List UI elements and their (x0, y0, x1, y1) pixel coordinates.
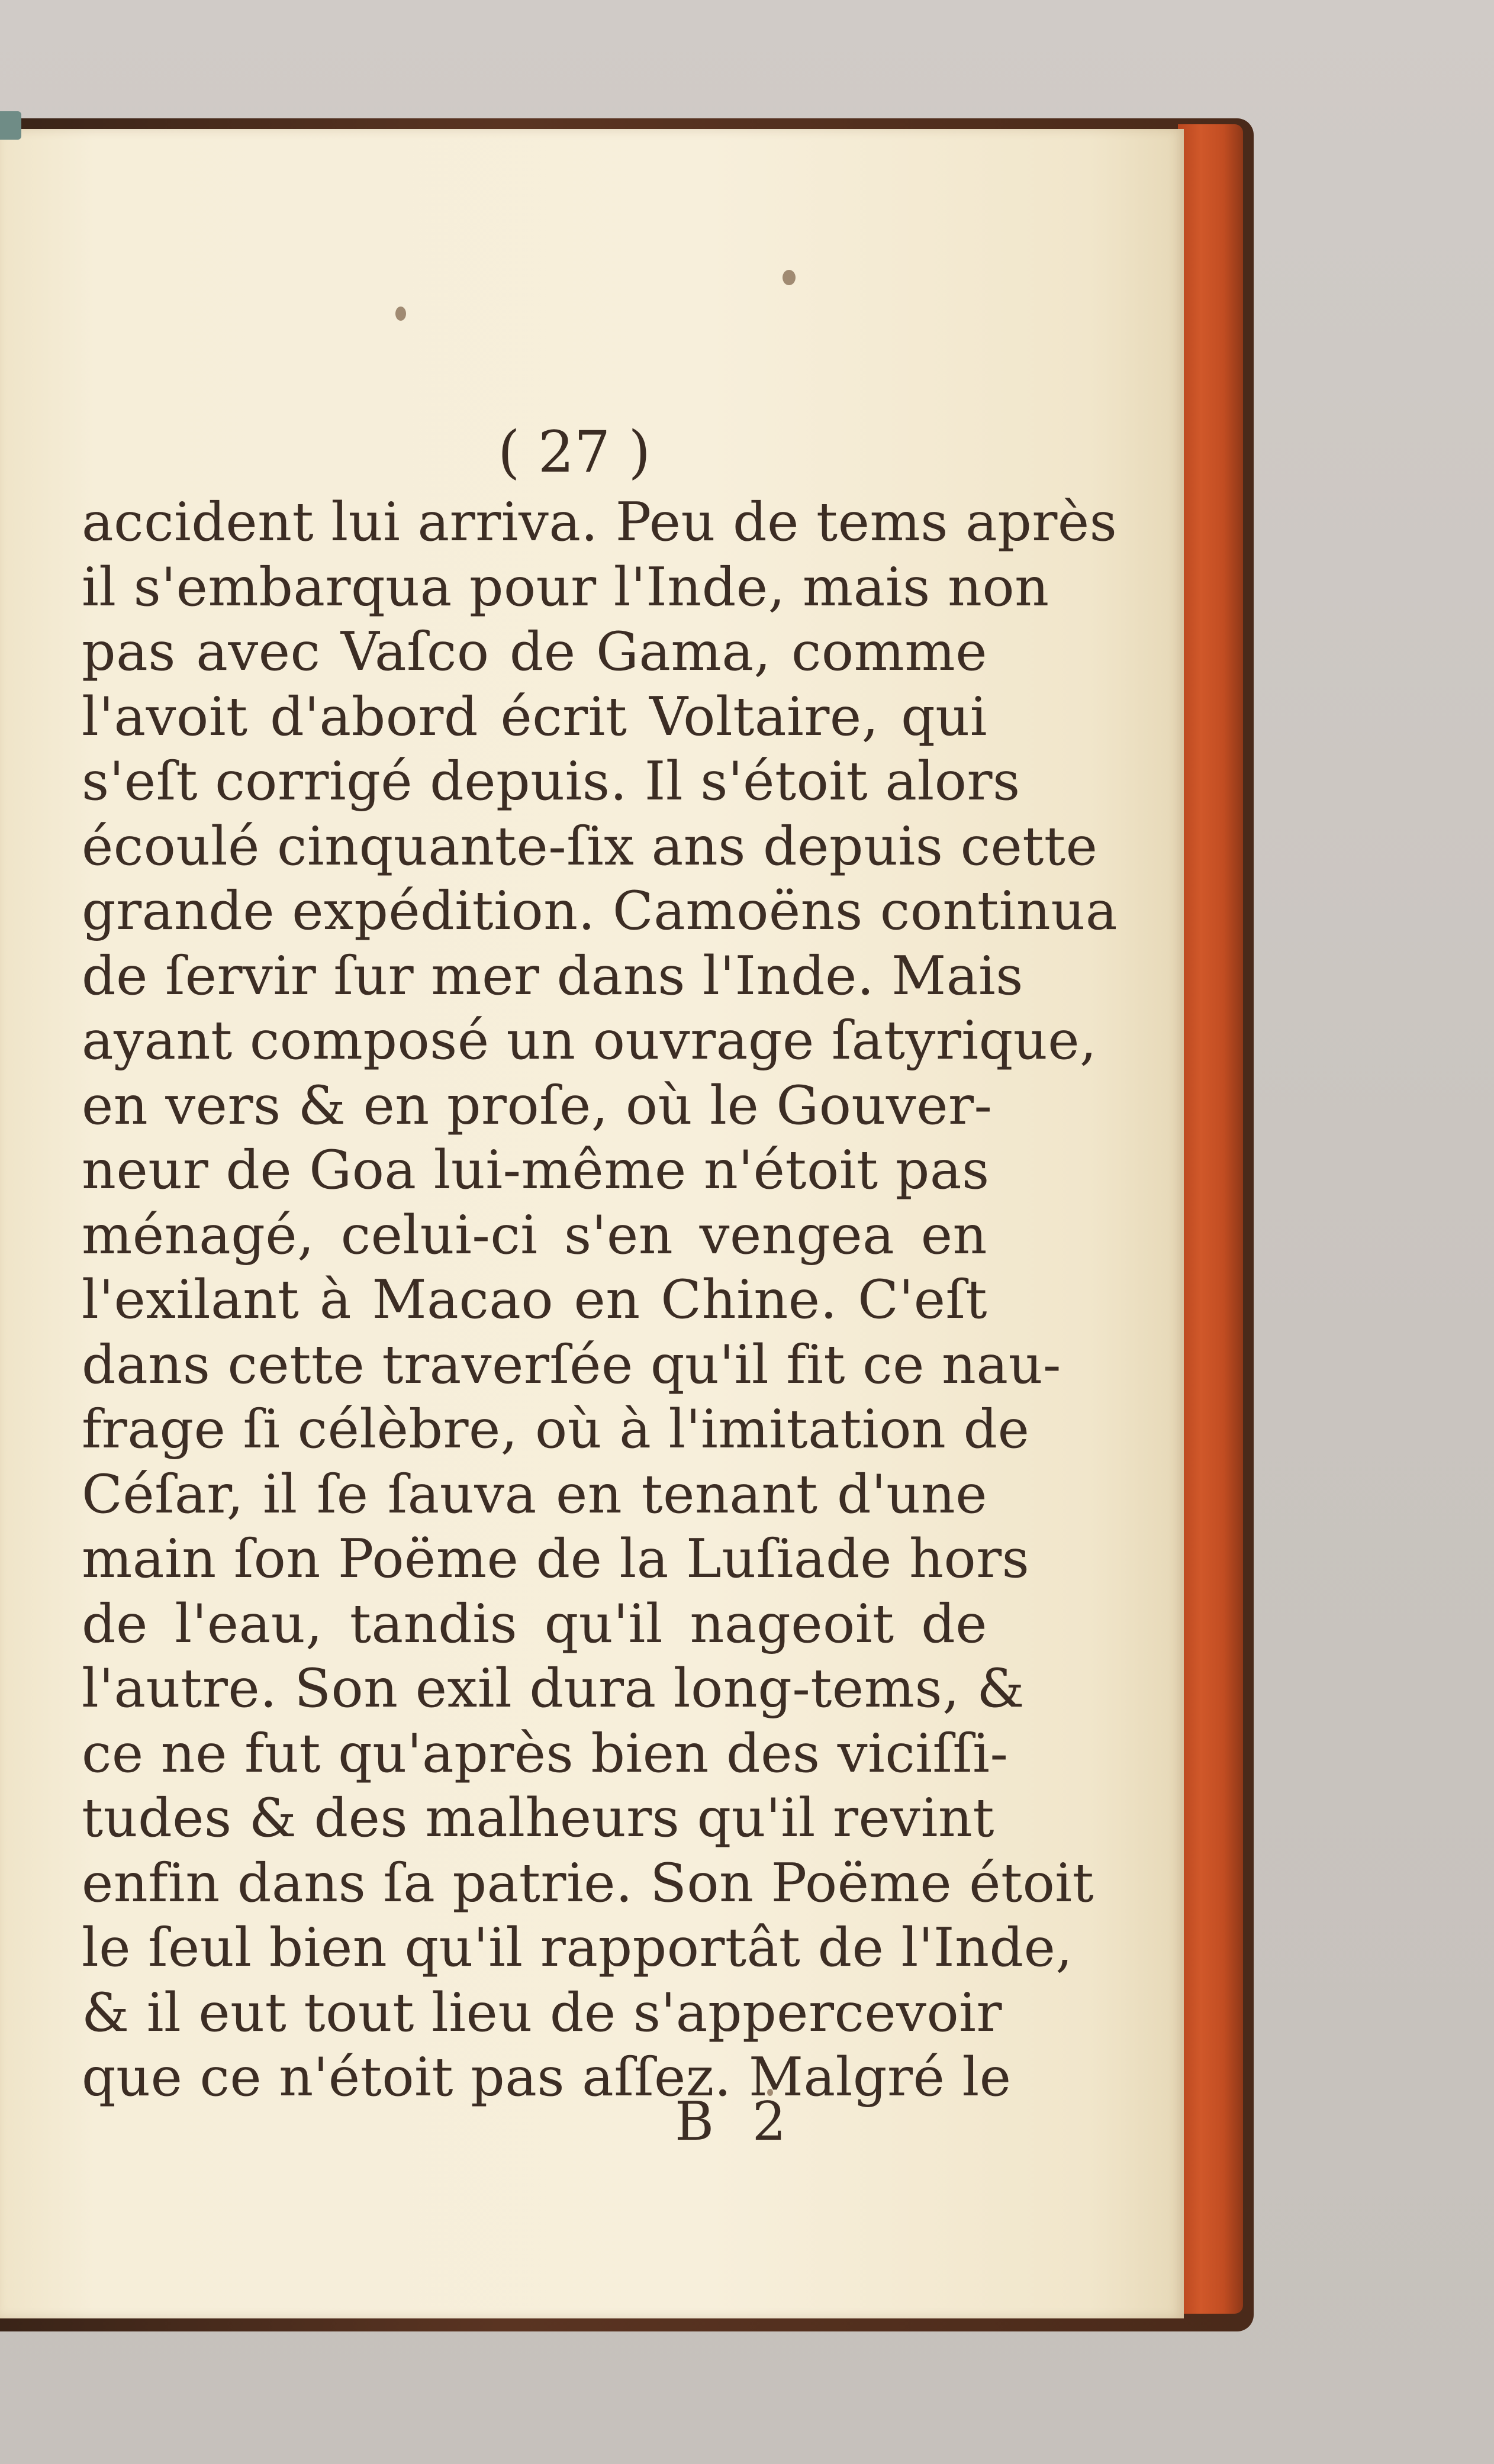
text-line: l'exilant à Macao en Chine. C'eſt (82, 1269, 987, 1331)
book-page (0, 129, 1184, 2318)
signature-mark: B 2 (675, 2091, 797, 2153)
body-text (82, 490, 1118, 2110)
text-line: l'autre. Son exil dura long-tems, & (82, 1657, 1025, 1720)
text-line: pas avec Vaſco de Gama, comme (82, 621, 987, 683)
text-line: écoulé cinquante-ſix ans depuis cette (82, 815, 1098, 878)
text-line: frage ſi célèbre, où à l'imitation de (82, 1398, 1030, 1460)
text-line: de l'eau, tandis qu'il nageoit de (82, 1592, 987, 1655)
text-line: ménagé, celui-ci s'en vengea en (82, 1204, 987, 1266)
text-line: que ce n'étoit pas aſſez. Malgré le (82, 2046, 1012, 2108)
text-line: neur de Goa lui-même n'étoit pas (82, 1139, 990, 1201)
text-line: accident lui arriva. Peu de tems après (82, 491, 1118, 553)
text-line: dans cette traverſée qu'il fit ce nau- (82, 1333, 1061, 1396)
text-line: le ſeul bien qu'il rapportât de l'Inde, (82, 1917, 1073, 1979)
page-number-header (0, 419, 1184, 485)
page-number: ( 27 ) (497, 419, 651, 485)
text-line: en vers & en proſe, où le Gouver- (82, 1074, 993, 1137)
speck (395, 307, 406, 321)
text-line: tudes & des malheurs qu'il revint (82, 1787, 995, 1849)
text-line: Céſar, il ſe ſauva en tenant d'une (82, 1463, 987, 1526)
text-line: l'avoit d'abord écrit Voltaire, qui (82, 685, 987, 748)
text-line: ce ne fut qu'après bien des viciſſi- (82, 1722, 1009, 1785)
page-edge (1178, 124, 1243, 2314)
text-line: main ſon Poëme de la Luſiade hors (82, 1528, 1030, 1590)
bookmark-ribbon (0, 111, 21, 140)
text-line: enfin dans ſa patrie. Son Poëme étoit (82, 1852, 1094, 1914)
text-line: grande expédition. Camoëns continua (82, 880, 1118, 942)
text-line: il s'embarqua pour l'Inde, mais non (82, 556, 1049, 618)
speck (783, 270, 796, 285)
text-line: ayant composé un ouvrage ſatyrique, (82, 1010, 1097, 1072)
text-line: de ſervir ſur mer dans l'Inde. Mais (82, 944, 1023, 1007)
text-line: & il eut tout lieu de s'appercevoir (82, 1981, 1002, 2044)
text-line: s'eſt corrigé depuis. Il s'étoit alors (82, 750, 1020, 812)
